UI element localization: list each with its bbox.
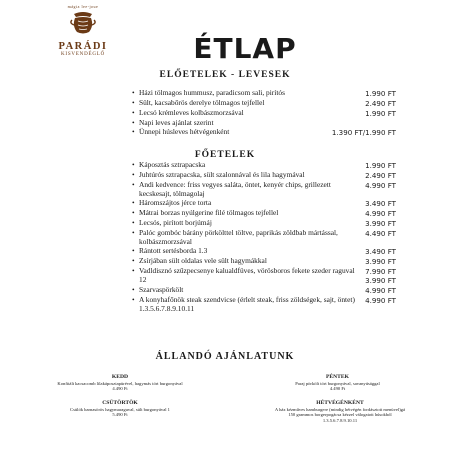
- menu-item-name: Káposztás sztrapacska: [139, 160, 206, 169]
- bullet-icon: •: [132, 88, 135, 97]
- menu-item-price: [365, 228, 396, 246]
- price-value: 2.490 FT: [365, 99, 396, 108]
- special-day-desc: Paraj pörkölt tört burgonyával, savanyúsággal: [295, 381, 380, 386]
- menu-item: [132, 208, 396, 218]
- special-day-desc: 1.3.5.6.7.8.9.10.11: [322, 417, 358, 423]
- menu-item-price: [365, 208, 396, 218]
- bullet-icon: •: [132, 108, 135, 117]
- price-value: 4.990 FT: [365, 209, 396, 218]
- menu-item: [132, 218, 396, 228]
- menu-item: [132, 98, 396, 108]
- menu-item-name: Ünnepi húsleves hétvégenként: [139, 127, 230, 136]
- menu-item-price: [365, 160, 396, 170]
- logo-tagline: mágia lee-joue: [67, 4, 99, 9]
- menu-item: [132, 266, 396, 285]
- menu-item: [132, 180, 396, 198]
- price-value: 3.490 FT: [365, 199, 396, 208]
- menu-item-price: [365, 246, 396, 256]
- price-value: 2.490 FT: [365, 171, 396, 180]
- menu-item-name: A konyhafőnök steak szendvicse (érlelt steak, friss zöldségek, sajt, öntet) 1.3.5.6.7.8.9.10.11: [139, 295, 355, 313]
- menu-item: [132, 256, 396, 266]
- special-day-name: CSÜTÖRTÖK: [102, 400, 138, 406]
- bullet-icon: •: [132, 180, 135, 189]
- menu-item: [132, 285, 396, 295]
- price-value: 3.990 FT: [365, 219, 396, 228]
- bullet-icon: •: [132, 266, 135, 275]
- menu-item: [132, 88, 396, 98]
- menu-item: [132, 127, 396, 137]
- menu-item: [132, 160, 396, 170]
- bullet-icon: •: [132, 160, 135, 169]
- price-value: 3.490 FT: [365, 247, 396, 256]
- menu-item-price: [365, 108, 396, 118]
- bullet-icon: •: [132, 256, 135, 265]
- bullet-icon: •: [132, 118, 135, 127]
- special-day: [30, 400, 210, 418]
- menu-item-name: Juhtúrós sztrapacska, sült szalonnával és lila hagymával: [139, 170, 305, 179]
- menu-item-name: Andi kedvence: friss vegyes saláta, öntet, kenyér chips, grillezett kecskesajt, tölmagolaj: [139, 180, 331, 198]
- special-day-price: 5.490 Ft: [112, 412, 128, 418]
- logo-name: PARÁDI: [58, 41, 108, 52]
- menu-item: [132, 170, 396, 180]
- special-day-name: PÉNTEK: [325, 374, 349, 380]
- price-value: 7.990 FT: [365, 267, 396, 276]
- special-day-name: HÉTVÉGÉNKÉNT: [316, 400, 364, 406]
- menu-item-name: Sült, kacsabőrös derelye tölmagos tejfellel: [139, 98, 265, 107]
- menu-item: [132, 228, 396, 246]
- bullet-icon: •: [132, 98, 135, 107]
- special-day-desc: Konfitált kacsacomb lilakáposztapürével, hagymás tört burgonyával: [57, 381, 183, 386]
- bullet-icon: •: [132, 218, 135, 227]
- bullet-icon: •: [132, 228, 135, 237]
- menu-item-name: Házi tölmagos hummusz, paradicsom sali, pirítós: [139, 88, 285, 97]
- menu-item-name: Palóc gombóc bárány pörkölttel töltve, paprikás zöldbab mártással, kolbászmorzsával: [139, 228, 338, 246]
- price-value: 1.390 FT/1.990 FT: [331, 128, 396, 137]
- menu-item-name: Mátrai borzas nyúlgerine filé tölmagos tejfellel: [139, 208, 279, 217]
- menu-item-name: Zsírjában sült oldalas vele sült hagymákkal: [139, 256, 267, 265]
- special-day-desc: A ház kézműves hamburgere (mindig hétvégén fordásztott menüvel)gá: [274, 407, 406, 412]
- bullet-icon: •: [132, 198, 135, 207]
- menu-item: [132, 198, 396, 208]
- menu-item-price: [365, 170, 396, 180]
- mains-list: [132, 160, 396, 313]
- special-day-price: 4.490 Ft: [112, 386, 128, 392]
- price-value: 1.990 FT: [365, 89, 396, 98]
- starters-list: [132, 88, 396, 137]
- menu-item-price: [332, 127, 396, 137]
- special-day-price: 4.490 Ft: [329, 386, 346, 392]
- menu-item-price: [365, 285, 396, 295]
- price-value: 1.990 FT: [365, 109, 396, 118]
- specials-title: ÁLLANDÓ AJÁNLATUNK: [155, 351, 295, 362]
- logo-subtitle: KISVENDÉGLŐ: [60, 52, 106, 57]
- menu-item-name: Rántott sertésborda 1.3: [139, 246, 208, 255]
- menu-item-name: Lecsó krémleves kolbászmorzsával: [139, 108, 244, 117]
- menu-item-price: [365, 218, 396, 228]
- price-value: 1.990 FT: [365, 161, 396, 170]
- bullet-icon: •: [132, 127, 135, 136]
- menu-item-name: Szarvaspörkölt: [139, 285, 184, 294]
- menu-item-price: [365, 198, 396, 208]
- special-day: [240, 374, 435, 392]
- price-value: 4.490 FT: [365, 229, 396, 238]
- price-value: 3.990 FT: [365, 276, 396, 285]
- menu-item-name: Napi leves ajánlat szerint: [139, 118, 214, 127]
- menu-item-price: [365, 295, 396, 313]
- menu-item: [132, 118, 396, 127]
- menu-item-price: [365, 88, 396, 98]
- menu-title: ÉTLAP: [193, 32, 297, 65]
- bullet-icon: •: [132, 285, 135, 294]
- menu-item-price: [365, 98, 396, 108]
- bullet-icon: •: [132, 170, 135, 179]
- menu-item-name: Lecsós, pirított borjúmáj: [139, 218, 212, 227]
- section-heading-starters: ELŐETELEK - LEVESEK: [159, 70, 291, 80]
- menu-item-price: [365, 266, 396, 285]
- menu-item: [132, 108, 396, 118]
- price-value: 3.990 FT: [365, 257, 396, 266]
- bullet-icon: •: [132, 295, 135, 304]
- section-heading-mains: FŐETELEK: [194, 150, 256, 160]
- special-day-desc: Csülök barnasörös hagymaraguval, sült burgonyával 1: [70, 407, 170, 412]
- menu-item: [132, 295, 396, 313]
- menu-item-name: Háromszájtos jérce torta: [139, 198, 212, 207]
- special-day-desc: 150 grammos borgerpogácsa kézzel válogatott húsokból: [288, 412, 392, 418]
- special-day: [30, 374, 210, 392]
- bullet-icon: •: [132, 208, 135, 217]
- menu-item-name: Vadldisznó szűzpecsenye kalualdfüves, vörösboros fekete szeder raguval 12: [139, 266, 355, 284]
- menu-item: [132, 246, 396, 256]
- menu-item-price: [365, 256, 396, 266]
- bullet-icon: •: [132, 246, 135, 255]
- special-day-name: KEDD: [111, 374, 129, 380]
- price-value: 4.990 FT: [365, 286, 396, 295]
- price-value: 4.990 FT: [365, 296, 396, 305]
- menu-item-price: [365, 180, 396, 198]
- price-value: 4.990 FT: [365, 181, 396, 190]
- special-day: [240, 400, 440, 423]
